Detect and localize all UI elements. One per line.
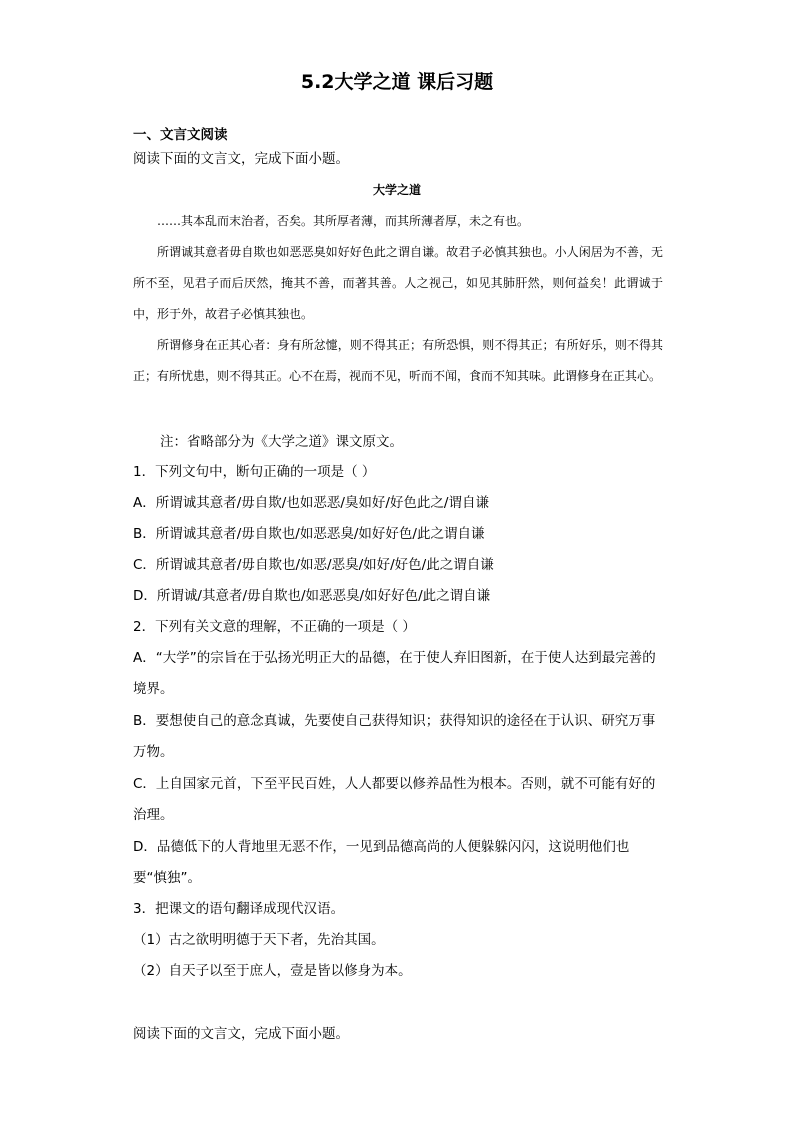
question-1-option-d: D．所谓诚/其意者/毋自欺也/如恶恶臭/如好好色/此之谓自谦 — [133, 588, 491, 604]
question-1-stem: 1．下列文句中，断句正确的一项是（ ） — [133, 464, 376, 480]
question-1-option-c: C．所谓诚其意者/毋自欺也/如恶/恶臭/如好/好色/此之谓自谦 — [133, 557, 494, 573]
question-2-option-a: A．“大学”的宗旨在于弘扬光明正大的品德，在于使人弃旧图新，在于使人达到最完善的境界。 — [133, 650, 656, 697]
question-2-option-b: B．要想使自己的意念真诚，先要使自己获得知识；获得知识的途径在于认识、研究万事万物。 — [133, 713, 656, 760]
page-title: 5.2大学之道 课后习题 — [300, 71, 494, 93]
question-2-stem: 2．下列有关文意的理解，不正确的一项是（ ） — [133, 619, 416, 635]
question-3-item-2: （2）自天子以至于庶人，壹是皆以修身为本。 — [133, 963, 412, 979]
question-1-option-a: A．所谓诚其意者/毋自欺/也如恶恶/臭如好/好色此之/谓自谦 — [133, 495, 489, 511]
passage-text — [133, 206, 663, 392]
instruction-2: 阅读下面的文言文，完成下面小题。 — [133, 1026, 349, 1042]
passage-paragraph: ……其本乱而末治者，否矣。其所厚者薄，而其所薄者厚，未之有也。 — [157, 214, 530, 228]
question-2-option-c: C．上自国家元首，下至平民百姓，人人都要以修养品性为根本。否则，就不可能有好的治理。 — [133, 776, 656, 823]
passage-title: 大学之道 — [372, 183, 421, 197]
section-heading: 一、文言文阅读 — [133, 127, 228, 143]
question-3-stem: 3．把课文的语句翻译成现代汉语。 — [133, 901, 345, 917]
question-3-item-1: （1）古之欲明明德于天下者，先治其国。 — [133, 932, 385, 948]
passage-paragraph: 所谓修身在正其心者：身有所忿懥，则不得其正；有所恐惧，则不得其正；有所好乐，则不得其正；有所忧患，则不得其正。心不在焉，视而不见，听而不闻，食而不知其味。此谓修身在正其心。 — [133, 338, 663, 383]
passage-paragraph: 所谓诚其意者毋自欺也如恶恶臭如好好色此之谓自谦。故君子必慎其独也。小人闲居为不善，无所不至，见君子而后厌然，掩其不善，而著其善。人之视己，如见其肺肝然，则何益矣！此谓诚于中，形于外，故君子必慎其独也。 — [133, 245, 663, 321]
question-1-option-b: B．所谓诚其意者/毋自欺也/如恶恶臭/如好好色/此之谓自谦 — [133, 526, 485, 542]
question-2-option-d: D．品德低下的人背地里无恶不作，一见到品德高尚的人便躲躲闪闪，这说明他们也要“慎独”。 — [133, 839, 630, 886]
passage-note: 注：省略部分为《大学之道》课文原文。 — [160, 434, 403, 450]
instruction: 阅读下面的文言文，完成下面小题。 — [133, 151, 349, 167]
